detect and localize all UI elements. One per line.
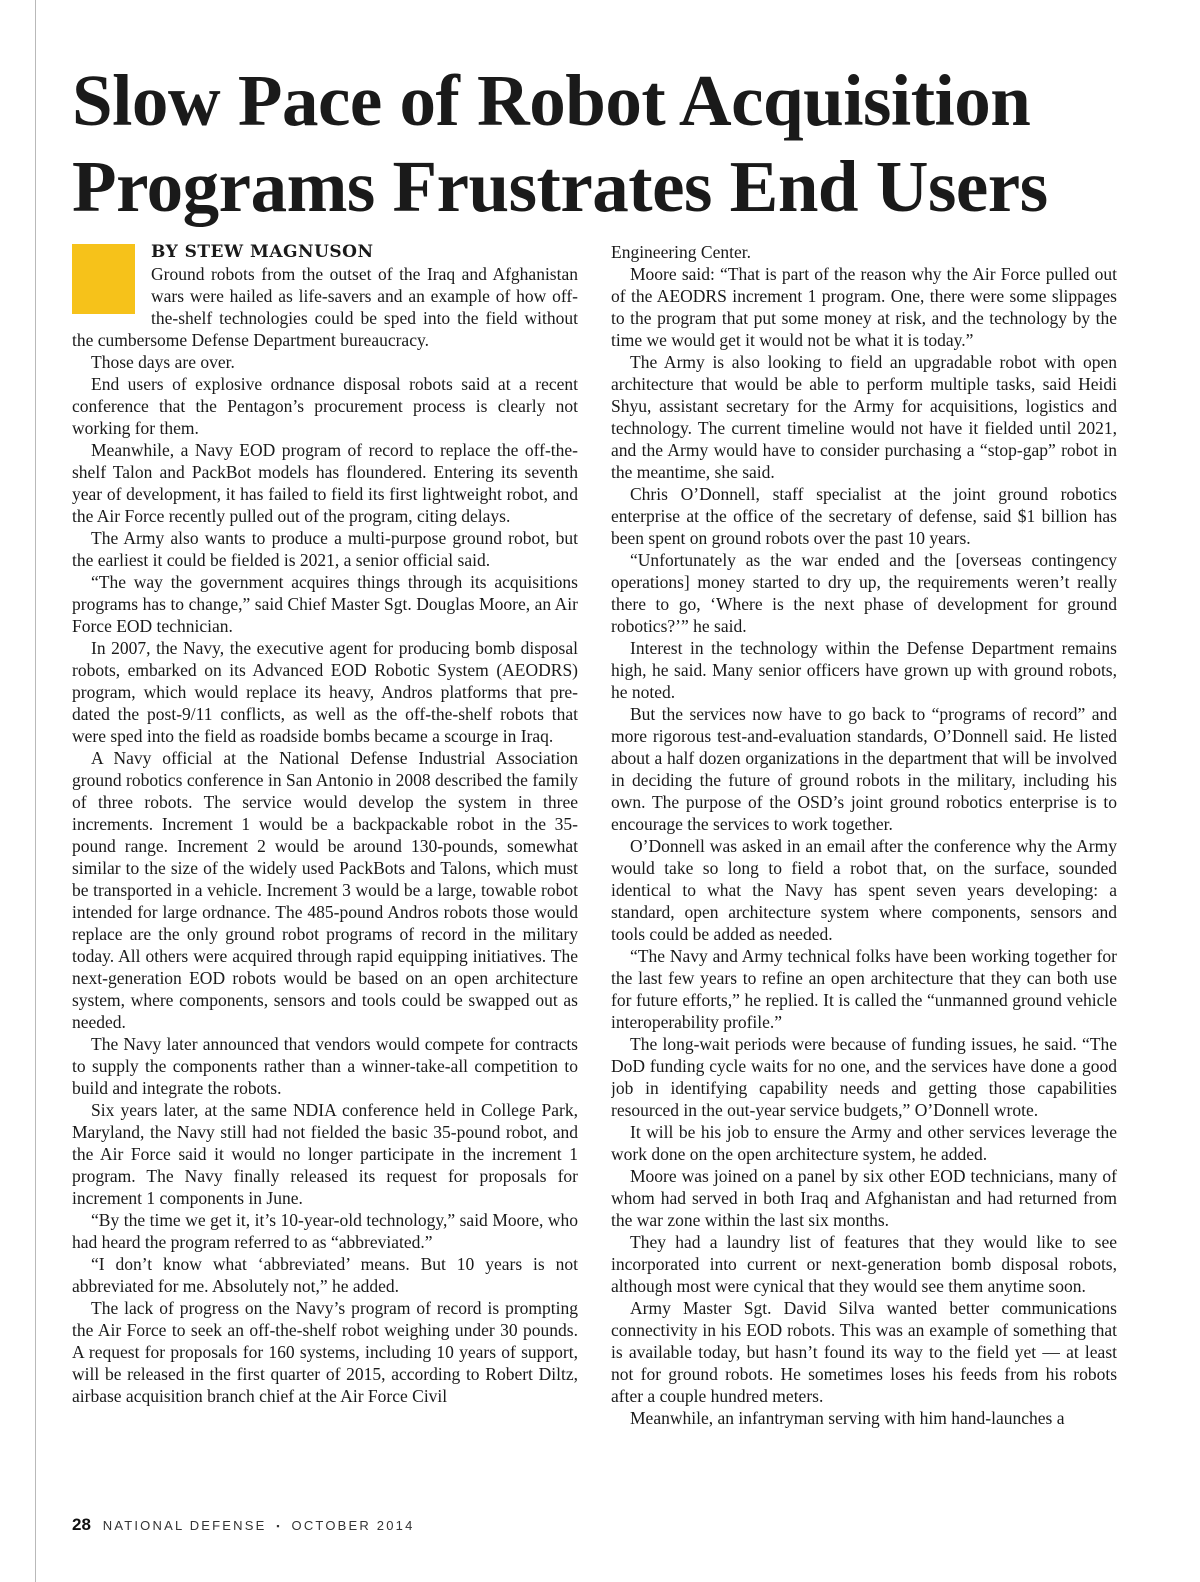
byline: BY STEW MAGNUSON bbox=[151, 242, 374, 262]
paragraph: A Navy official at the National Defense Industrial Association ground robotics conference in San Antonio in 2008 described the family of three robots. The service would develop the system in three increments. Increment 1 would be a backpackable robot in the 35-pound range. Increment 2 would be around 130-pounds, somewhat similar to the size of the widely used PackBots and Talons, which must be transported in a vehicle. Increment 3 would be a large, towable robot intended for large ordnance. The 485-pound Andros robots those would replace are the only ground robot programs of record in the military today. All others were acquired through rapid equipping initiatives. The next-generation EOD robots would be based on an open architecture system, where components, sensors and tools could be swapped out as needed. bbox=[72, 748, 578, 1032]
paragraph: In 2007, the Navy, the executive agent for producing bomb disposal robots, embarked on its Advanced EOD Robotic System (AEODRS) program, which would replace its heavy, Andros platforms that pre-dated the post-9/11 conflicts, as well as the off-the-shelf robots that were sped into the field as roadside bombs became a scourge in Iraq. bbox=[72, 638, 578, 746]
margin-rule bbox=[35, 0, 36, 1582]
article-column-left bbox=[72, 241, 578, 1481]
paragraph: Meanwhile, a Navy EOD program of record to replace the off-the-shelf Talon and PackBot models has floundered. Entering its seventh year of development, it has failed to field its first lightweight robot, and the Air Force recently pulled out of the program, citing delays. bbox=[72, 440, 578, 526]
paragraph: “I don’t know what ‘abbreviated’ means. But 10 years is not abbreviated for me. Absolutely not,” he added. bbox=[72, 1254, 578, 1296]
paragraph: The Navy later announced that vendors would compete for contracts to supply the components rather than a winner-take-all competition to build and integrate the robots. bbox=[72, 1034, 578, 1098]
dropcap-accent-box bbox=[72, 244, 135, 314]
paragraph: Ground robots from the outset of the Iraq and Afghanistan wars were hailed as life-savers and an example of how off-the-shelf technologies could be sped into the field without the cumbersome Defense Department bureaucracy. bbox=[72, 264, 578, 350]
publication-name: NATIONAL DEFENSE bbox=[102, 1518, 267, 1533]
footer-separator: ▪ bbox=[276, 1521, 282, 1531]
paragraph: The Army also wants to produce a multi-purpose ground robot, but the earliest it could be fielded is 2021, a senior official said. bbox=[72, 528, 578, 570]
paragraph: Meanwhile, an infantryman serving with him hand-launches a bbox=[630, 1408, 1065, 1428]
article-column-right bbox=[611, 241, 1117, 1481]
paragraph: Interest in the technology within the Defense Department remains high, he said. Many senior officers have grown up with ground robots, he noted. bbox=[611, 638, 1117, 702]
paragraph: The Army is also looking to field an upgradable robot with open architecture that would be able to perform multiple tasks, said Heidi Shyu, assistant secretary for the Army for acquisitions, logistics and technology. The current timeline would not have it fielded until 2021, and the Army would have to consider purchasing a “stop-gap” robot in the meantime, she said. bbox=[611, 352, 1117, 482]
paragraph: “Unfortunately as the war ended and the [overseas contingency operations] money started to dry up, the requirements weren’t really there to go, ‘Where is the next phase of development for ground robotics?’” he said. bbox=[611, 550, 1117, 636]
paragraph: O’Donnell was asked in an email after the conference why the Army would take so long to field a robot that, on the surface, sounded identical to what the Navy has spent seven years developing: a standard, open architecture system where components, sensors and tools could be added as needed. bbox=[611, 836, 1117, 944]
paragraph: Moore was joined on a panel by six other EOD technicians, many of whom had served in both Iraq and Afghanistan and had returned from the war zone within the last six months. bbox=[611, 1166, 1117, 1230]
paragraph: Those days are over. bbox=[91, 352, 235, 372]
paragraph: The lack of progress on the Navy’s program of record is prompting the Air Force to seek an off-the-shelf robot weighing under 30 pounds. A request for proposals for 160 systems, including 10 years of support, will be released in the first quarter of 2015, according to Robert Diltz, airbase acquisition branch chief at the Air Force Civil bbox=[72, 1298, 578, 1406]
paragraph: Army Master Sgt. David Silva wanted better communications connectivity in his EOD robots. This was an example of something that is available today, but hasn’t found its way to the field yet — at least not for ground robots. He sometimes loses his feeds from his robots after a couple hundred meters. bbox=[611, 1298, 1117, 1406]
paragraph: Chris O’Donnell, staff specialist at the joint ground robotics enterprise at the office of the secretary of defense, said $1 billion has been spent on ground robots over the past 10 years. bbox=[611, 484, 1117, 548]
paragraph: “The Navy and Army technical folks have been working together for the last few years to refine an open architecture that they can both use for future efforts,” he replied. It is called the “unmanned ground vehicle interoperability profile.” bbox=[611, 946, 1117, 1032]
paragraph: End users of explosive ordnance disposal robots said at a recent conference that the Pentagon’s procurement process is clearly not working for them. bbox=[72, 374, 578, 438]
page-number: 28 bbox=[72, 1515, 91, 1534]
paragraph: But the services now have to go back to “programs of record” and more rigorous test-and-evaluation standards, O’Donnell said. He listed about a half dozen organizations in the department that will be involved in deciding the future of ground robots in the military, including his own. The purpose of the OSD’s joint ground robotics enterprise is to encourage the services to work together. bbox=[611, 704, 1117, 834]
paragraph: “The way the government acquires things through its acquisitions programs has to change,” said Chief Master Sgt. Douglas Moore, an Air Force EOD technician. bbox=[72, 572, 578, 636]
paragraph: It will be his job to ensure the Army and other services leverage the work done on the open architecture system, he added. bbox=[611, 1122, 1117, 1164]
page-footer bbox=[72, 1515, 415, 1535]
paragraph: Engineering Center. bbox=[611, 242, 751, 262]
paragraph: Six years later, at the same NDIA conference held in College Park, Maryland, the Navy still had not fielded the basic 35-pound robot, and the Air Force said it would no longer participate in the increment 1 program. The Navy finally released its request for proposals for increment 1 components in June. bbox=[72, 1100, 578, 1208]
paragraph: The long-wait periods were because of funding issues, he said. “The DoD funding cycle waits for no one, and the services have done a good job in identifying capability needs and getting those capabilities resourced in the out-year service budgets,” O’Donnell wrote. bbox=[611, 1034, 1117, 1120]
paragraph: “By the time we get it, it’s 10-year-old technology,” said Moore, who had heard the program referred to as “abbreviated.” bbox=[72, 1210, 578, 1252]
paragraph: They had a laundry list of features that they would like to see incorporated into current or next-generation bomb disposal robots, although most were cynical that they would see them anytime soon. bbox=[611, 1232, 1117, 1296]
issue-date: OCTOBER 2014 bbox=[291, 1518, 415, 1533]
article-headline: Slow Pace of Robot Acquisition Programs Frustrates End Users bbox=[72, 60, 1048, 227]
paragraph: Moore said: “That is part of the reason why the Air Force pulled out of the AEODRS increment 1 program. One, there were some slippages to the program that put some money at risk, and the technology by the time we would get it would not be what it is today.” bbox=[611, 264, 1117, 350]
